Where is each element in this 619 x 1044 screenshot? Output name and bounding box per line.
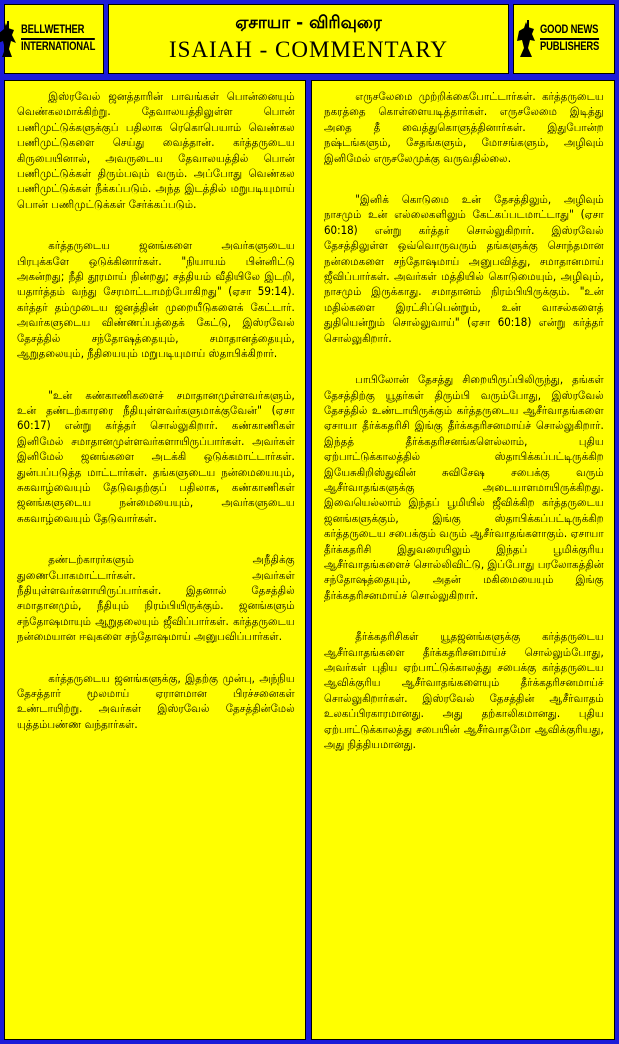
bellwether-rider-icon bbox=[0, 19, 18, 59]
good-news-rider-icon bbox=[515, 19, 537, 59]
paragraph: கர்த்தருடைய ஜனங்களுக்கு, இதற்கு முன்பு, அந்நிய தேசத்தார் மூலமாய் ஏராளமான பிரச்சனைகள் உண்டாயிற்று. அவர்கள் இஸ்ரவேல் தேசத்தின்மேல் யுத்தம்பண்ண வந்தார்கள். bbox=[17, 671, 295, 731]
bellwether-logo bbox=[4, 4, 104, 74]
good-news-logo bbox=[513, 4, 615, 74]
paragraph: இஸ்ரவேல் ஜனத்தாரின் பாவங்கள் பொன்னையும் வெண்கலமாக்கிற்று. தேவாலயத்திலுள்ள பொன் பணிமுட்டுக்களுக்குப் பதிலாக ரெகொபெயாம் வெண்கல பணிமுட்டுகளை செய்து வைத்தான். கர்த்தருடைய கிருபையினால், அவருடைய தேவாலயத்தில் பொன் பணிமுட்டுக்கள் திரும்பவும் வரும். அப்போது வெண்கல பணிமுட்டுக்கள் நீக்கப்படும். அந்த இடத்தில் மறுபடியுமாய் பொன் பணிமுட்டுக்கள் சேர்க்கப்படும். bbox=[17, 90, 295, 211]
left-column bbox=[4, 80, 306, 1040]
paragraph: தண்டற்காரர்களும் அநீதிக்கு துணைபோகமாட்டார்கள். அவர்கள் நீதியுள்ளவர்களாயிருப்பார்கள். இதனால் தேசத்தில் சமாதானமும், நீதியும் நிரம்பியிருக்கும். ஜனங்களும் சந்தோஷமாயும் ஆறுதலையும் ஜீவிப்பார்கள். கர்த்தருடைய நன்மையான ஈவுகளை சந்தோஷமாய் அனுபவிப்பார்கள். bbox=[17, 553, 295, 644]
title-tamil: ஏசாயா - விரிவுரை bbox=[235, 13, 382, 33]
title-english: ISAIAH - COMMENTARY bbox=[168, 37, 449, 62]
paragraph: "உன் கண்காணிகளைச் சமாதானமுள்ளவர்களும், உன் தண்டற்காரரை நீதியுள்ளவர்களுமாக்குவேன்" (ஏசா 60:17) என்று கர்த்தர் சொல்லுகிறார். கண்காணிகள் இனிமேல் சமாதானமுள்ளவர்களாயிருப்பார்கள். அவர்கள் இனிமேல் ஜனங்களை அடக்கி ஒடுக்கமாட்டார்கள். துன்பப்படுத்த மாட்டார்கள். தங்களுடைய நன்மையையும், சுகவாழ்வையும் தேடுவதற்குப் பதிலாக, கண்காணிகள் ஜனங்களுடைய நன்மையையும், அவர்களுடைய சுகவாழ்வையும் தேடுவார்கள். bbox=[17, 388, 295, 525]
right-column bbox=[311, 80, 615, 1040]
good-news-line2: PUBLISHERS bbox=[540, 41, 600, 53]
good-news-line1: GOOD NEWS bbox=[540, 24, 599, 40]
paragraph: தீர்க்கதரிசிகள் யூதஜனங்களுக்கு கர்த்தருடைய ஆசீர்வாதங்களை தீர்க்கதரிசனமாய்ச் சொல்லும்போது, அவர்கள் புதிய ஏற்பாட்டுக்காலத்து சபைக்கு கர்த்தருடைய ஆவிக்குரிய ஆசீர்வாதங்களையும் தீர்க்கதரிசனமாய்ச் சொல்லுகிறார்கள். இஸ்ரவேல் தேசத்தின் ஆசீர்வாதம் உலகப்பிரகாரமானது. அது தற்காலிகமானது. புதிய ஏற்பாட்டுக்காலத்து சபையின் ஆசீர்வாதமோ ஆவிக்குரியது, அது நித்தியமானது. bbox=[324, 630, 604, 752]
bellwether-line1: BELLWETHER bbox=[21, 24, 95, 40]
bellwether-line2: INTERNATIONAL bbox=[21, 41, 96, 53]
paragraph: கர்த்தருடைய ஜனங்களை அவர்களுடைய பிரபுக்களே ஒடுக்கினார்கள். "நியாயம் பின்னிட்டு அகன்றது; நீதி தூரமாய் நின்றது; சத்தியம் வீதியிலே இடறி, யதார்த்தம் வந்து சேரமாட்டாமற்போகிறது" (ஏசா 59:14). கர்த்தர் தம்முடைய ஜனத்தின் முறையீடுகளைக் கேட்டார். அவர்களுடைய விண்ணப்பத்தைக் கேட்டு, இஸ்ரவேல் தேசத்தில் சந்தோஷத்தையும், சமாதானத்தையும், ஆறுதலையும், நீதியையும் மறுபடியுமாய் ஸ்தாபிக்கிறார். bbox=[17, 239, 295, 361]
paragraph: "இனிக் கொடுமை உன் தேசத்திலும், அழிவும் நாசமும் உன் எல்லைகளிலும் கேட்கப்படமாட்டாது" (ஏசா 60:18) என்று கர்த்தர் சொல்லுகிறார். இஸ்ரவேல் தேசத்திலுள்ள ஒவ்வொருவரும் தங்களுக்கு சொந்தமான நன்மைகளை சந்தோஷமாய் அனுபவித்து, சமாதானமாய் ஜீவிப்பார்கள். அவர்கள் மத்தியில் கொடுமையும், அழிவும், நாசமும் இருக்காது. சமாதானம் நிரம்பியிருக்கும். "உன் மதில்களை இரட்சிப்பென்றும், உன் வாசல்களைத் துதியென்றும் சொல்லுவாய்" (ஏசா 60:18) என்று கர்த்தர் சொல்லுகிறார். bbox=[324, 193, 604, 345]
paragraph: பாபிலோன் தேசத்து சிறையிருப்பிலிருந்து, தங்கள் தேசத்திற்கு யூதர்கள் திரும்பி வரும்போது, இஸ்ரவேல் தேசத்தில் உண்டாயிருக்கும் கர்த்தருடைய ஆசீர்வாதங்களை ஏசாயா தீர்க்கதரிசி இங்கு தீர்க்கதரிசனமாய்ச் சொல்லுகிறார். இந்தத் தீர்க்கதரிசனங்களெல்லாம், புதிய ஏற்பாட்டுக்காலத்தில் ஸ்தாபிக்கப்பட்டிருக்கிற இயேசுகிறிஸ்துவின் சுவிசேஷ சபைக்கு வரும் ஆசீர்வாதங்களுக்கு அடையாளமாயிருக்கிறது. இவையெல்லாம் இந்தப் பூமியில் ஜீவிக்கிற கர்த்தருடைய ஜனங்களுக்கும், இங்கு ஸ்தாபிக்கப்பட்டிருக்கிற கர்த்தருடைய சபைக்கும் வரும் ஆசீர்வாதங்களாகும். ஏசாயா தீர்க்கதரிசி இதுவரையிலும் இந்தப் பூமிக்குரிய ஆசீர்வாதங்களைச் சொல்லிவிட்டு, இப்போது பரலோகத்தின் சந்தோஷத்தையும், அதன் மகிமையையும் இங்கு தீர்க்கதரிசனமாய்ச் சொல்லுகிறார். bbox=[324, 373, 604, 602]
paragraph: எருசலேமை முற்றிக்கைபோட்டார்கள். கர்த்தருடைய நகரத்தை கொள்ளையடித்தார்கள். எருசலேமை இடித்து அதை தீ வைத்துகொளுத்தினார்கள். இதுபோன்ற நஷ்டங்களும், சேதங்களும், மோசங்களும், அழிவும் இனிமேல் எருசலேமுக்கு வருவதில்லை. bbox=[324, 90, 604, 165]
page-title-block bbox=[108, 4, 509, 74]
